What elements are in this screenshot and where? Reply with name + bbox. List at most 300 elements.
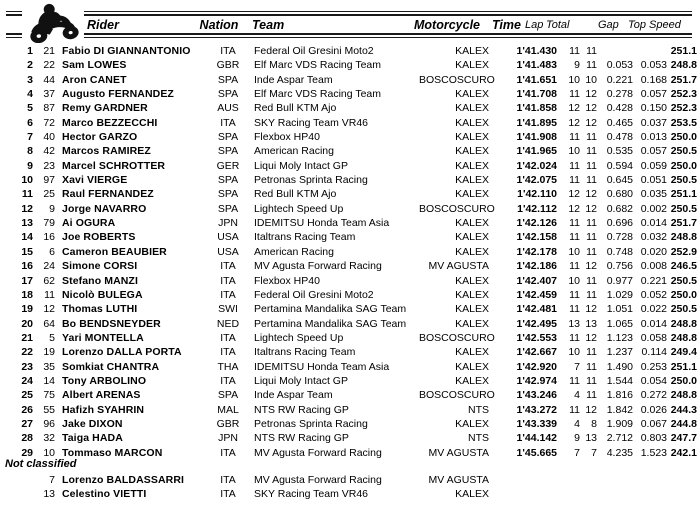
top-speed-cell: 248.8 [670,231,697,244]
diff-prev-cell: 0.054 [640,374,667,387]
nation-cell: SWI [218,303,238,316]
rider-number-cell: 37 [43,88,55,101]
team-cell: Lightech Speed Up [254,331,344,344]
table-row [0,274,700,288]
spacer [55,230,62,244]
spacer [55,202,62,216]
total-laps-cell: 12 [585,88,597,101]
table-row [0,317,700,331]
time-cell: 1'43.272 [516,403,557,416]
team-cell: Inde Aspar Team [254,389,333,402]
lap-cell: 12 [568,102,580,115]
column-header-gap: Gap [598,19,619,31]
top-speed-cell: 248.8 [670,331,697,344]
time-cell: 1'42.112 [517,202,557,215]
rider-name-cell: Joe ROBERTS [62,231,136,244]
motorcycle-cell: KALEX [455,116,489,129]
rider-number-cell: 9 [49,202,55,215]
table-row [0,431,700,445]
diff-prev-cell [633,44,667,58]
motorcycle-cell: KALEX [455,488,489,501]
lap-cell: 11 [569,159,580,172]
diff-prev-cell: 0.032 [640,231,667,244]
table-row [0,130,700,144]
gap-cell: 0.748 [606,245,633,258]
time-cell: 1'41.651 [516,73,557,86]
motorcycle-cell: KALEX [455,145,489,158]
rider-number-cell: 5 [49,331,55,344]
total-laps-cell: 7 [591,446,597,459]
time-cell: 1'41.708 [516,88,557,101]
lap-cell: 12 [568,188,580,201]
time-cell [489,487,559,501]
motorcycle-cell: KALEX [455,231,489,244]
time-cell: 1'42.553 [516,331,557,344]
diff-prev-cell: 0.022 [640,303,667,316]
lap-cell: 4 [574,389,580,402]
total-laps-cell [580,487,597,501]
rider-number-cell: 87 [43,102,55,115]
header-rule-bottom-thin [6,37,692,38]
diff-prev-cell: 0.035 [640,188,667,201]
motorcycle-cell: KALEX [455,102,489,115]
rider-number-cell: 6 [49,245,55,258]
position-cell: 1 [27,45,33,57]
position-cell: 9 [27,159,33,172]
spacer [55,288,62,302]
top-speed-cell: 246.5 [670,260,697,273]
gap-cell [597,473,633,487]
diff-prev-cell: 0.037 [640,116,667,129]
diff-prev-cell: 0.058 [640,331,667,344]
table-row [0,473,700,487]
total-laps-cell: 13 [585,432,597,445]
rider-name-cell: Bo BENDSNEYDER [62,317,161,330]
gap-cell: 1.237 [606,346,633,359]
total-laps-cell: 11 [586,217,597,230]
lap-cell: 10 [568,245,580,258]
motorcycle-cell: BOSCOSCURO [419,331,495,344]
nation-cell: ITA [220,260,236,273]
rider-number-cell: 62 [43,274,55,287]
top-speed-cell: 250.0 [670,374,697,387]
total-laps-cell: 12 [585,403,597,416]
rider-number-cell: 13 [43,488,55,501]
motorcycle-cell: KALEX [455,417,489,430]
nation-cell: GBR [216,59,240,72]
diff-prev-cell [633,487,667,501]
team-cell: Pertamina Mandalika SAG Team [254,317,407,330]
top-speed-cell [667,473,700,487]
time-cell: 1'41.858 [516,102,557,115]
nation-cell: ITA [220,331,236,344]
spacer [55,116,62,130]
total-laps-cell: 12 [585,331,597,344]
rider-number-cell: 14 [43,374,55,387]
diff-prev-cell: 0.067 [640,417,667,430]
time-cell: 1'42.495 [516,317,557,330]
spacer [55,73,62,87]
team-cell: Pertamina Mandalika SAG Team [254,303,407,316]
motorcycle-cell: KALEX [455,360,489,373]
gap-cell: 0.053 [606,59,633,72]
position-cell: 20 [21,317,33,330]
position-cell: 15 [21,245,33,258]
top-speed-cell: 244.3 [670,403,697,416]
time-cell: 1'41.483 [516,59,557,72]
table-row [0,388,700,402]
top-speed-cell: 250.5 [670,202,697,215]
rider-name-cell: Hector GARZO [62,131,138,144]
rider-number-cell: 10 [43,446,55,459]
time-cell: 1'42.110 [517,188,557,201]
top-speed-cell: 251.1 [670,360,697,373]
lap-cell: 10 [568,73,580,86]
gap-cell: 0.645 [606,174,633,187]
rider-number-cell: 11 [44,288,55,301]
time-cell: 1'42.178 [516,245,557,258]
nation-cell: ITA [220,45,236,57]
top-speed-cell: 251.7 [670,73,697,86]
motorcycle-cell: KALEX [455,217,489,230]
gap-cell: 1.490 [606,360,633,373]
team-cell: MV Agusta Forward Racing [254,474,382,486]
motorcycle-cell: KALEX [455,374,489,387]
lap-cell: 11 [569,88,580,101]
top-speed-cell: 242.1 [670,446,697,459]
team-cell: IDEMITSU Honda Team Asia [254,360,390,373]
total-laps-cell: 12 [585,188,597,201]
nation-cell: USA [217,231,239,244]
lap-cell: 13 [568,317,580,330]
rider-name-cell: Lorenzo DALLA PORTA [62,346,182,359]
spacer [55,374,62,388]
diff-prev-cell: 0.013 [640,131,667,144]
position-cell [0,473,33,487]
team-cell: Petronas Sprinta Racing [254,174,368,187]
rider-name-cell: Taiga HADA [62,432,123,445]
not-classified-table [0,473,700,502]
motorcycle-cell: KALEX [455,288,489,301]
spacer [55,403,62,417]
rider-number-cell: 55 [43,403,55,416]
gap-cell: 0.465 [606,116,633,129]
gap-cell: 0.756 [606,260,633,273]
motorcycle-cell: KALEX [455,346,489,359]
time-cell: 1'41.430 [516,45,557,57]
position-cell: 22 [21,346,33,359]
nation-cell: ITA [220,116,236,129]
motorcycle-cell: KALEX [455,88,489,101]
total-laps-cell: 11 [586,274,597,287]
table-row [0,187,700,201]
team-cell: Elf Marc VDS Racing Team [254,88,382,101]
rider-number-cell: 19 [43,346,55,359]
position-cell: 4 [27,88,33,101]
lap-cell: 11 [569,288,580,301]
team-cell: IDEMITSU Honda Team Asia [254,217,390,230]
diff-prev-cell: 0.221 [640,274,667,287]
nation-cell: AUS [217,102,239,115]
rider-name-cell: Sam LOWES [62,59,127,72]
diff-prev-cell: 0.002 [640,202,667,215]
team-cell: Italtrans Racing Team [254,231,356,244]
rider-number-cell: 44 [43,73,55,86]
time-cell: 1'42.974 [516,374,557,387]
nation-cell: SPA [217,188,239,201]
motorcycle-cell: KALEX [455,59,489,72]
position-cell: 23 [21,360,33,373]
position-cell: 11 [21,188,33,201]
rider-name-cell: Tommaso MARCON [62,446,163,459]
spacer [55,302,62,316]
team-cell: Elf Marc VDS Racing Team [254,59,382,72]
time-cell: 1'44.142 [516,432,557,445]
diff-prev-cell: 0.051 [640,174,667,187]
rider-name-cell: Ai OGURA [62,217,116,230]
total-laps-cell: 11 [586,59,597,72]
spacer [55,473,62,487]
diff-prev-cell [633,473,667,487]
rider-name-cell: Stefano MANZI [62,274,138,287]
gap-cell: 0.221 [606,73,633,86]
rider-name-cell: Jake DIXON [62,417,123,430]
motorcycle-cell: NTS [468,403,489,416]
motorcycle-cell: KALEX [455,245,489,258]
time-cell [489,473,559,487]
rider-name-cell: Cameron BEAUBIER [62,245,167,258]
position-cell: 13 [21,217,33,230]
nation-cell: SPA [217,88,239,101]
top-speed-cell: 250.0 [670,159,697,172]
total-laps-cell: 11 [586,131,597,144]
column-header-lap: Lap [525,19,544,31]
lap-cell: 9 [574,432,580,445]
results-table [0,44,700,460]
rider-number-cell: 79 [43,217,55,230]
motorcycle-cell: KALEX [455,131,489,144]
lap-cell: 11 [569,374,580,387]
total-laps-cell: 10 [585,73,597,86]
rider-name-cell: Marcel SCHROTTER [62,159,166,172]
table-row [0,259,700,273]
total-laps-cell: 11 [586,374,597,387]
lap-cell [559,473,580,487]
team-cell: SKY Racing Team VR46 [254,488,369,501]
table-row [0,144,700,158]
position-cell: 6 [27,116,33,129]
gap-cell: 0.535 [606,145,633,158]
gap-cell: 1.051 [606,303,633,316]
spacer [55,58,62,72]
gap-cell: 1.029 [606,288,633,301]
top-speed-cell: 250.0 [670,288,697,301]
team-cell: SKY Racing Team VR46 [254,116,369,129]
total-laps-cell: 11 [586,45,597,57]
diff-prev-cell: 0.020 [640,245,667,258]
table-row [0,116,700,130]
rider-name-cell: Raul FERNANDEZ [62,188,154,201]
diff-prev-cell: 0.253 [640,360,667,373]
diff-prev-cell: 0.026 [640,403,667,416]
diff-prev-cell: 0.053 [640,59,667,72]
spacer [55,245,62,259]
diff-prev-cell: 0.052 [640,288,667,301]
time-cell: 1'42.920 [516,360,557,373]
table-row [0,345,700,359]
nation-cell: ITA [220,346,236,359]
rider-number-cell: 35 [43,360,55,373]
gap-cell: 0.696 [606,217,633,230]
team-cell: Petronas Sprinta Racing [254,417,368,430]
rider-number-cell: 22 [43,59,55,72]
total-laps-cell: 12 [585,116,597,129]
diff-prev-cell: 1.523 [640,446,667,459]
top-speed-cell: 252.9 [670,245,697,258]
lap-cell: 12 [568,116,580,129]
rider-name-cell: Fabio DI GIANNANTONIO [62,45,191,57]
gap-cell: 0.278 [606,88,633,101]
column-header-top-speed: Top Speed [628,19,681,31]
not-classified-label: Not classified [5,458,77,470]
team-cell: Lightech Speed Up [254,202,344,215]
rider-number-cell: 25 [43,188,55,201]
position-cell: 26 [21,403,33,416]
rider-number-cell: 16 [43,231,55,244]
top-speed-cell: 252.3 [670,88,697,101]
top-speed-cell: 250.0 [670,131,697,144]
time-cell: 1'42.158 [516,231,557,244]
rider-number-cell: 40 [43,131,55,144]
table-row [0,245,700,259]
lap-cell: 11 [569,303,580,316]
rider-name-cell: Nicolò BULEGA [62,288,143,301]
time-cell: 1'42.481 [516,303,557,316]
lap-cell: 11 [569,217,580,230]
team-cell: Red Bull KTM Ajo [254,102,337,115]
gap-cell: 0.977 [606,274,633,287]
team-cell: MV Agusta Forward Racing [254,446,382,459]
total-laps-cell: 12 [585,303,597,316]
nation-cell: SPA [217,202,239,215]
nation-cell: SPA [217,73,239,86]
nation-cell: ITA [220,446,236,459]
motorcycle-cell: KALEX [455,303,489,316]
table-row [0,44,700,58]
rider-name-cell: Marco BEZZECCHI [62,116,158,129]
spacer [55,101,62,115]
spacer [55,487,62,501]
spacer [55,44,62,58]
lap-cell: 11 [569,45,580,57]
nation-cell: ITA [220,488,236,501]
position-cell: 16 [21,260,33,273]
gap-cell: 0.478 [606,131,633,144]
total-laps-cell: 11 [586,245,597,258]
team-cell: American Racing [254,145,334,158]
table-row [0,173,700,187]
table-row [0,360,700,374]
top-speed-cell: 250.5 [670,174,697,187]
lap-cell: 7 [574,446,580,459]
spacer [55,388,62,402]
column-header-nation: Nation [199,18,239,32]
diff-prev-cell: 0.803 [640,432,667,445]
total-laps-cell: 12 [585,260,597,273]
team-cell: Red Bull KTM Ajo [254,188,337,201]
total-laps-cell [580,473,597,487]
spacer [55,173,62,187]
nation-cell: SPA [217,145,239,158]
rider-number-cell: 21 [43,45,55,57]
spacer [55,216,62,230]
rider-number-cell: 42 [43,145,55,158]
position-cell: 3 [27,73,33,86]
spacer [55,360,62,374]
nation-cell: ITA [220,288,236,301]
rider-name-cell: Jorge NAVARRO [62,202,147,215]
diff-prev-cell: 0.114 [641,346,667,359]
position-cell: 17 [21,274,33,287]
lap-cell: 11 [569,231,580,244]
diff-prev-cell: 0.168 [640,73,667,86]
gap-cell: 0.728 [606,231,633,244]
nation-cell: JPN [218,217,238,230]
team-cell: Flexbox HP40 [254,131,320,144]
gap-cell: 0.680 [606,188,633,201]
gap-cell: 2.712 [606,432,633,445]
table-row [0,374,700,388]
diff-prev-cell: 0.272 [640,389,667,402]
diff-prev-cell: 0.057 [640,88,667,101]
rider-name-cell: Lorenzo BALDASSARRI [62,474,185,486]
table-row [0,159,700,173]
rider-name-cell: Marcos RAMIREZ [62,145,151,158]
column-header-total: Total [546,19,570,31]
top-speed-cell: 250.5 [670,145,697,158]
team-cell: MV Agusta Forward Racing [254,260,382,273]
spacer [55,159,62,173]
rider-name-cell: Albert ARENAS [62,389,141,402]
rider-name-cell: Tony ARBOLINO [62,374,147,387]
spacer [55,345,62,359]
lap-cell: 10 [568,274,580,287]
lap-cell [559,487,580,501]
nation-cell: NED [216,317,240,330]
column-header-rider: Rider [87,18,119,32]
gap-cell: 0.594 [606,159,633,172]
rider-name-cell: Xavi VIERGE [62,174,128,187]
team-cell: Liqui Moly Intact GP [254,159,348,172]
time-cell: 1'45.665 [516,446,557,459]
top-speed-cell: 248.8 [670,317,697,330]
gap-cell [597,487,633,501]
diff-prev-cell: 0.057 [640,145,667,158]
total-laps-cell: 13 [585,317,597,330]
time-cell: 1'42.024 [516,159,557,172]
nation-cell: SPA [217,389,239,402]
lap-cell: 11 [569,174,580,187]
column-header-motorcycle: Motorcycle [414,18,480,32]
nation-cell: SPA [217,174,239,187]
gap-cell: 0.428 [606,102,633,115]
nation-cell: ITA [220,274,236,287]
rider-number-cell: 96 [43,417,55,430]
table-row [0,230,700,244]
gap-cell: 1.065 [606,317,633,330]
position-cell [0,487,33,501]
position-cell: 19 [21,303,33,316]
